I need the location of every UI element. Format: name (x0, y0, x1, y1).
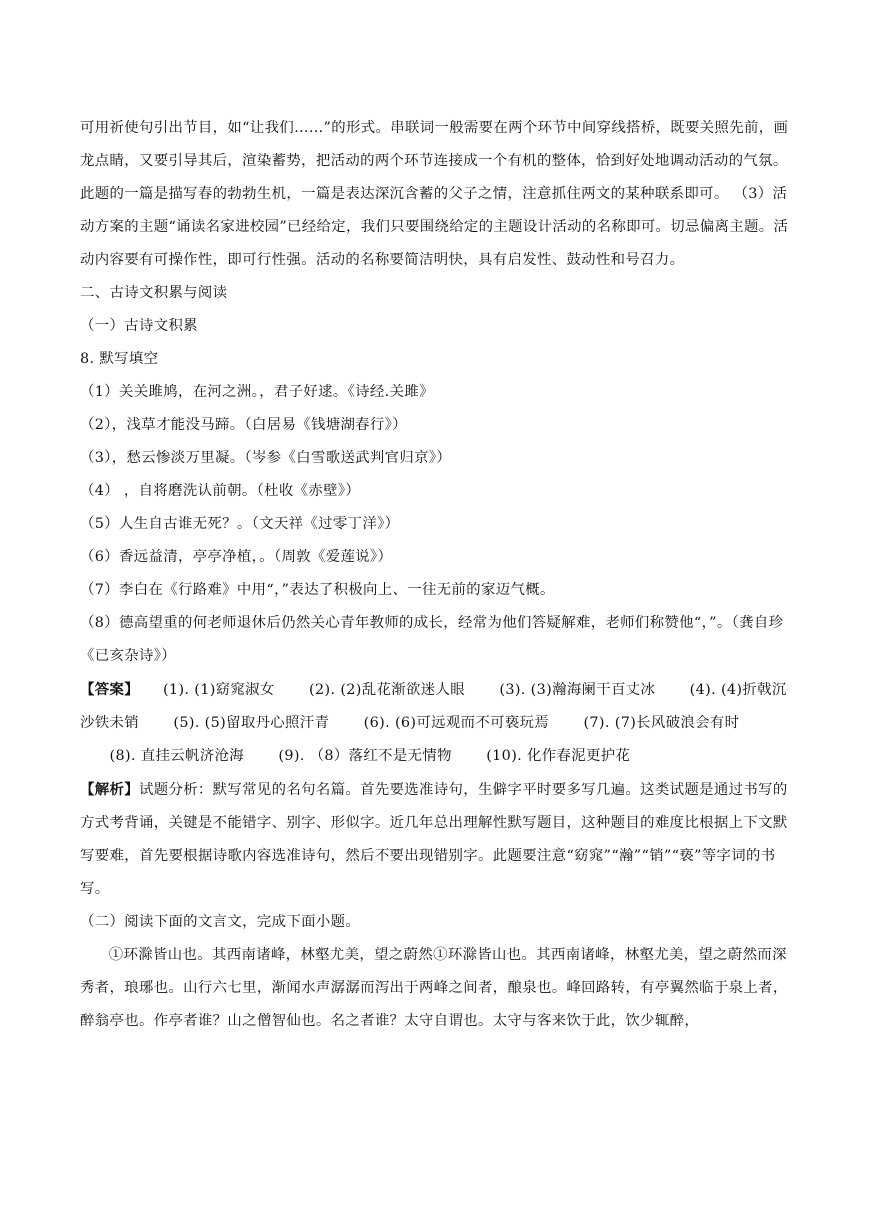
question-item: （8）德高望重的何老师退休后仍然关心青年教师的成长，经常为他们答疑解难，老师们称赞他“，”。（龚自珍《已亥杂诗》） (80, 615, 784, 664)
question-item: （3），愁云惨淡万里凝。（岑参《白雪歌送武判官归京》） (80, 450, 452, 466)
analysis-paragraph (80, 773, 792, 906)
answer-paragraph (80, 673, 792, 773)
question-item: （7）李白在《行路难》中用“，”表达了积极向上、一往无前的家迈气概。 (80, 582, 555, 598)
subsection-heading: （二）阅读下面的文言文，完成下面小题。 (80, 914, 361, 930)
question-item: （1）关关雎鸠，在河之洲。，君子好逑。《诗经.关雎》 (80, 384, 434, 400)
document-page (80, 112, 792, 1038)
section-heading: 二、古诗文积累与阅读 (80, 285, 228, 301)
question-title: 8. 默写填空 (80, 351, 159, 367)
question-item: （2），浅草才能没马蹄。（白居易《钱塘湖春行》） (80, 417, 407, 433)
answer-text: (1). (1)窈窕淑女 (2). (2)乱花渐欲迷人眼 (3). (3)瀚海阑干百丈冰 (4). (4)折戟沉沙铁未销 (5). (5)留取丹心照汗青 (6). (6)可远观而不可亵玩焉 (7). (7)长风破浪会有时 (8). 直挂云帆济沧海 (9). （8）落红不是无情物 (10). 化作春泥更护花 (80, 682, 787, 764)
analysis-tag: 【解析】 (80, 781, 139, 798)
answer-tag: 【答案】 (80, 681, 139, 698)
question-item: （5）人生自古谁无死？。（文天祥《过零丁洋》） (80, 516, 400, 532)
question-item: （4） ，自将磨洗认前朝。（杜收《赤壁》） (80, 483, 361, 499)
intro-paragraph: 可用祈使句引出节目，如“让我们……”的形式。串联词一般需要在两个环节中间穿线搭桥，既要关照先前，画龙点睛，又要引导其后，渲染蓄势，把活动的两个环节连接成一个有机的整体，恰到好处地调动活动的气氛。此题的一篇是描写春的勃勃生机，一篇是表达深沉含蓄的父子之情，注意抓住两文的某种联系即可。 （3）活动方案的主题“诵读名家进校园”已经给定，我们只要围绕给定的主题设计活动的名称即可。切忌偏离主题。活动内容要有可操作性，即可行性强。活动的名称要简洁明快，具有启发性、鼓动性和号召力。 (80, 120, 789, 268)
question-item: （6）香远益清，亭亭净植，。（周敦《爱莲说》） (80, 549, 393, 565)
passage-paragraph: ①环滁皆山也。其西南诸峰，林壑尤美，望之蔚然①环滁皆山也。其西南诸峰，林壑尤美，望之蔚然而深秀者，琅琊也。山行六七里，渐闻水声潺潺而泻出于两峰之间者，酿泉也。峰回路转，有亭翼然临于泉上者，醉翁亭也。作亭者谁？山之僧智仙也。名之者谁？太守自谓也。太守与客来饮于此，饮少辄醉， (80, 947, 788, 1029)
analysis-text: 试题分析：默写常见的名句名篇。首先要选准诗句，生僻字平时要多写几遍。这类试题是通过书写的方式考背诵，关键是不能错字、别字、形似字。近几年总出理解性默写题目，这种题目的难度比根据上下文默写要难，首先要根据诗歌内容选准诗句，然后不要出现错别字。此题要注意“窈窕”“瀚”“销”“亵”等字词的书写。 (80, 782, 788, 897)
subsection-heading: （一）古诗文积累 (80, 318, 198, 334)
